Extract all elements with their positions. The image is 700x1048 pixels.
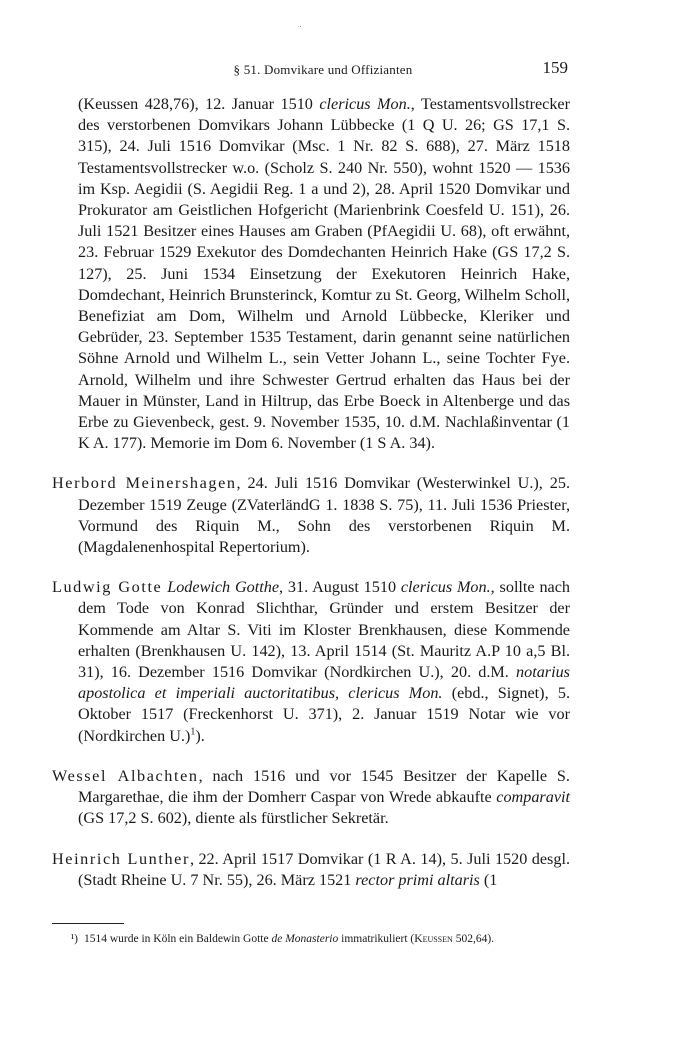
person-name: Herbord Meinershagen	[52, 474, 237, 493]
running-header	[78, 58, 568, 82]
person-entry	[52, 577, 570, 747]
text-segment: 502,64).	[452, 933, 495, 945]
header-title: § 51. Domvikare und Offizianten	[233, 62, 413, 77]
text-segment: , 31. August 1510	[279, 578, 401, 597]
footnote-ref: 1	[190, 726, 196, 738]
text-segment: 1514 wurde in Köln ein Baldewin Gotte	[84, 933, 272, 945]
page-number: 159	[542, 58, 568, 77]
italic-text: notarius apostolica et imperiali auctoritatibus, clericus Mon.	[78, 663, 570, 703]
person-entry	[52, 473, 570, 558]
text-segment: (ebd., Signet), 5. Oktober 1517 (Freckenhorst U. 371), 2. Januar 1519 Notar wie vor (Nordkirchen U.)	[78, 684, 570, 745]
person-entry	[52, 849, 570, 891]
body-text	[52, 94, 570, 910]
smallcaps-text: Keussen	[414, 933, 453, 945]
text-segment: , 24. Juli 1516 Domvikar (Westerwinkel U.), 25. Dezember 1519 Zeuge (ZVaterländG 1. 1838 S. 75), 11. Juli 1536 Priester, Vormund des Riquin M., Sohn des verstorbenen Riquin M. (Magdalenenhospital Repertorium).	[78, 474, 570, 557]
italic-text: clericus Mon.	[319, 95, 411, 113]
footnote	[52, 932, 582, 947]
text-segment: immatrikuliert (	[338, 933, 415, 945]
person-name: Heinrich Lunther	[52, 849, 190, 868]
text-segment: , nach 1516 und vor 1545 Besitzer der Kapelle S. Margarethae, die ihm der Domherr Caspar von Wrede abkaufte	[78, 766, 570, 807]
text-segment: , Testamentsvollstrecker des verstorbenen Domvikars Johann Lübbecke (1 Q U. 26; GS 17,1 S. 315), 24. Juli 1516 Domvikar (Msc. 1 Nr. 82 S. 688), 27. März 1518 Testamentsvollstrecker w.o. (Scholz S. 240 Nr. 550), wohnt 1520 — 1536 im Ksp. Aegidii (S. Aegidii Reg. 1 a und 2), 28. April 1520 Domvikar und Prokurator am Geistlichen Hofgericht (Marienbrink Coesfeld U. 151), 26. Juli 1521 Besitzer eines Hauses am Graben (PfAegidii U. 68), oft erwähnt, 23. Februar 1529 Exekutor des Domdechanten Heinrich Hake (GS 17,2 S. 127), 25. Juni 1534 Einsetzung der Exekutoren Heinrich Hake, Domdechant, Heinrich Brunsterinck, Komtur zu St. Georg, Wilhelm Scholl, Benefiziat am Dom, Wilhelm und Arnold Lübbecke, Kleriker und Gebrüder, 23. September 1535 Testament, darin genannt seine natürlichen Söhne Arnold und Wilhelm L., sein Vetter Johann L., seine Tochter Fye. Arnold, Wilhelm und ihre Schwester Gertrud erhalten das Haus bei der Mauer in Münster, Land in Hiltrup, das Erbe Boeck in Altenberge und das Erbe zu Gievenbeck, gest. 9. November 1535, 10. d.M. Nachlaßinventar (1 K A. 177). Memorie im Dom 6. November (1 S A. 34).	[78, 95, 570, 453]
text-segment: (1	[479, 870, 498, 889]
italic-text: de Monasterio	[271, 933, 339, 945]
text-segment: , sollte nach dem Tode von Konrad Slichthar, Gründer und erstem Besitzer der Kommende am Altar S. Viti im Kloster Brenkhausen, diese Kommende erhalten (Brenkhausen U. 142), 13. April 1514 (St. Mauritz A.P 10 a,5 Bl. 31), 16. Dezember 1516 Domvikar (Nordkirchen U.), 20. d.M.	[78, 578, 570, 682]
italic-text: rector primi altaris	[355, 870, 480, 889]
text-segment: ).	[195, 726, 205, 745]
text-segment: (GS 17,2 S. 602), diente als fürstlicher Sekretär.	[78, 809, 389, 828]
person-entry	[52, 766, 570, 830]
person-name: Ludwig Gotte	[52, 578, 163, 597]
italic-text: Lodewich Gotthe	[167, 578, 280, 597]
footnote-rule	[52, 923, 124, 924]
continued-entry	[52, 94, 570, 454]
print-mark	[300, 26, 301, 27]
italic-text: comparavit	[496, 788, 570, 807]
text-segment: (Keussen 428,76), 12. Januar 1510	[78, 95, 320, 113]
text-segment: , 22. April 1517 Domvikar (1 R A. 14), 5. Juli 1520 desgl. (Stadt Rheine U. 7 Nr. 55), 26. März 1521	[78, 849, 570, 889]
italic-text: clericus Mon.	[400, 578, 491, 597]
footnote-mark: ¹)	[70, 933, 78, 945]
person-name: Wessel Albachten	[52, 766, 199, 785]
